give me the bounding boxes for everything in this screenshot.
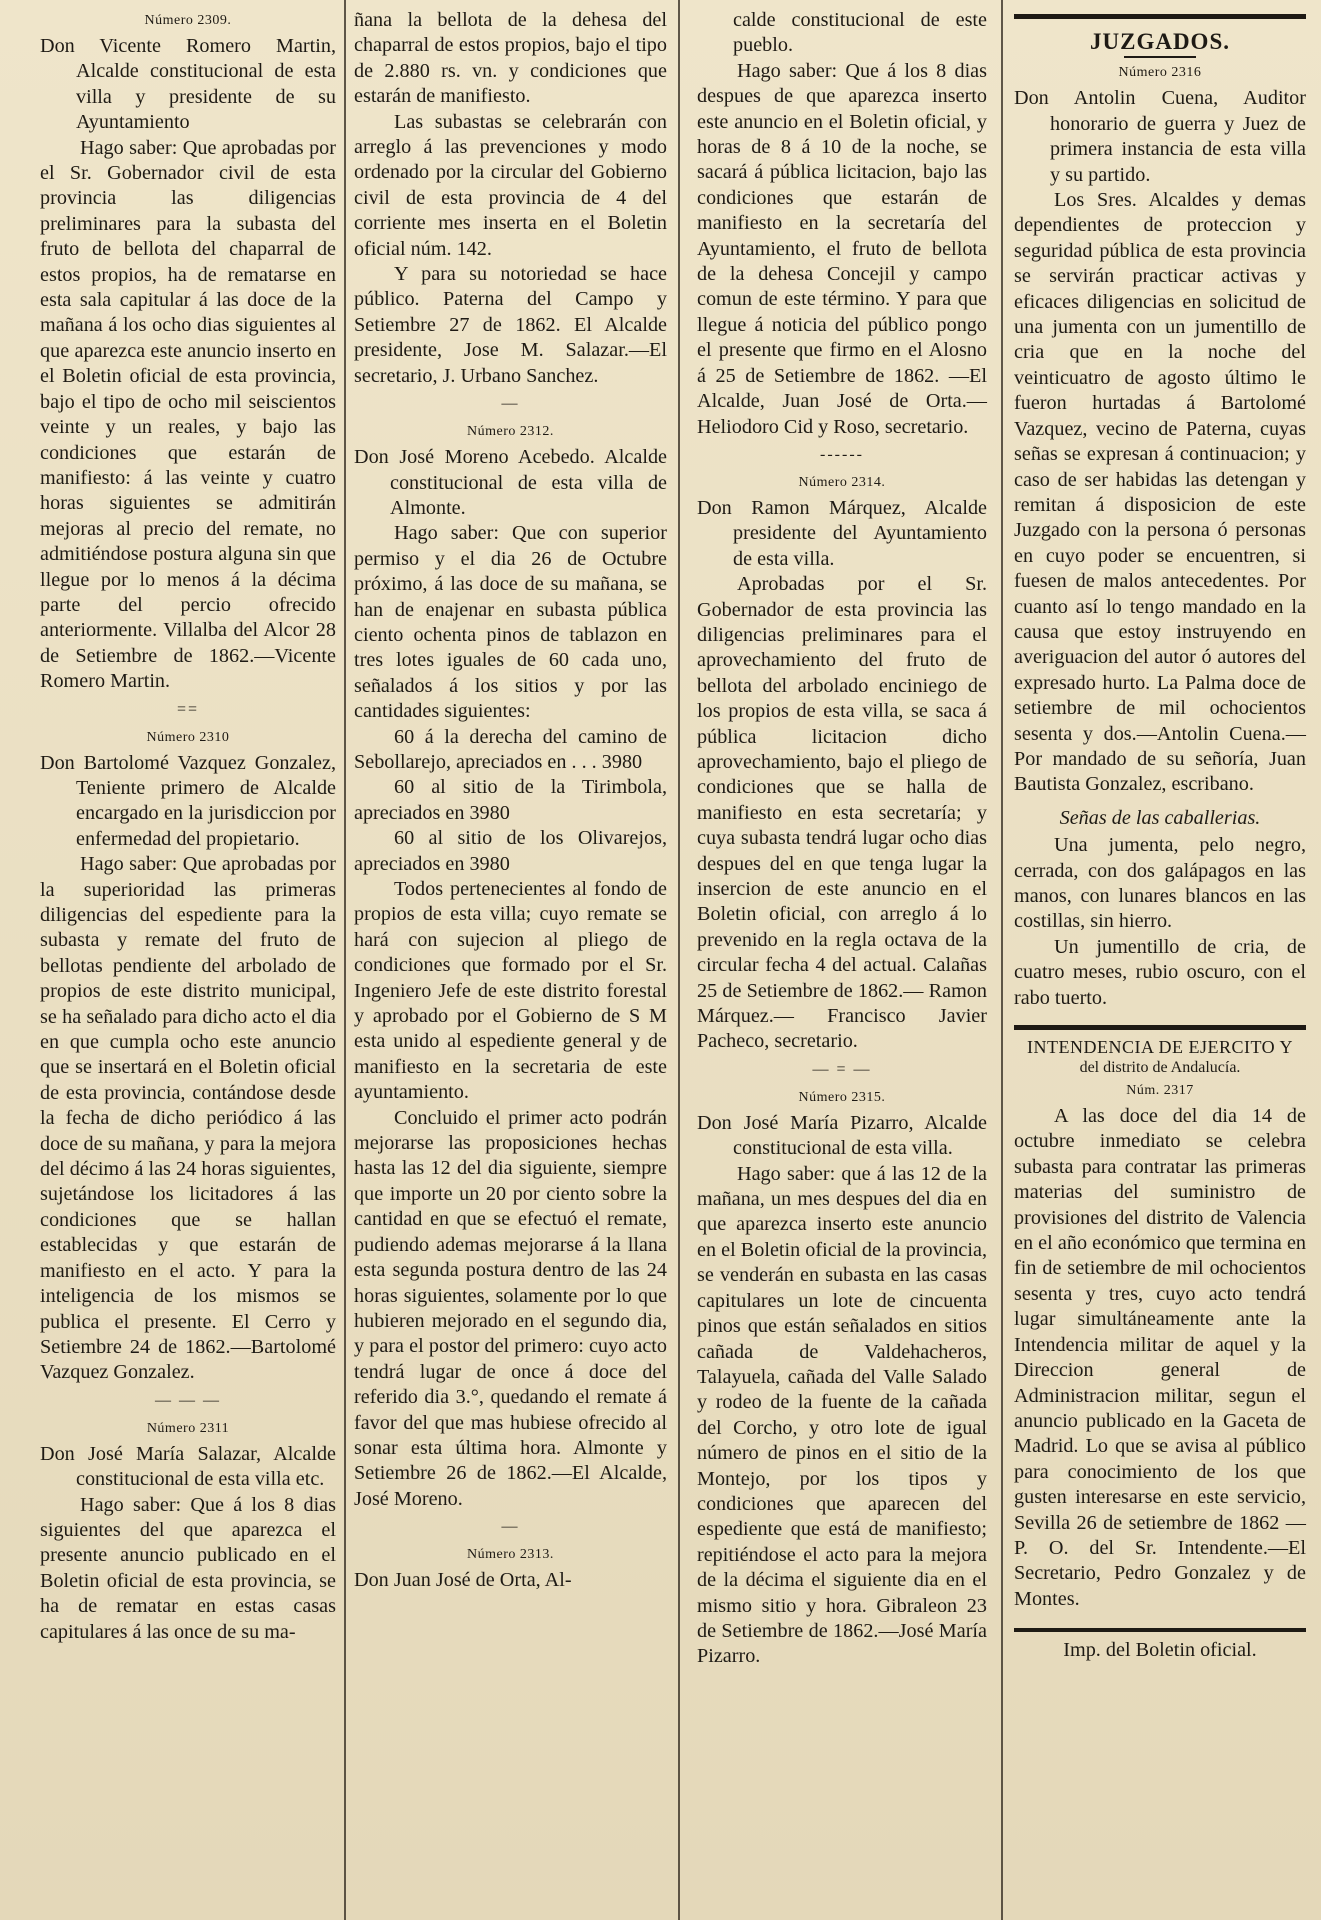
notice-number-2316: Número 2316 bbox=[1118, 65, 1202, 81]
notice-number-2309: Número 2309. bbox=[144, 13, 232, 28]
lot-2: 60 al sitio de la Tirimbola, apreciados en 3980 bbox=[354, 776, 667, 824]
notice-body-2311: Hago saber: Que á los 8 dias siguientes del que aparezca el presente anuncio publicado en el Boletin oficial de esta provincia, se ha de rematar en estas casas capitulares á las once de su ma- bbox=[40, 1493, 336, 1643]
notice-heading-2311: Don José María Salazar, Alcalde constitucional de esta villa etc. bbox=[40, 1442, 336, 1491]
senas-jumentillo: Un jumentillo de cria, de cuatro meses, rubio oscuro, con el rabo tuerto. bbox=[1014, 935, 1306, 1009]
notice-body-2316: Los Sres. Alcaldes y demas dependientes de proteccion y seguridad pública de esta provincia se servirán practicar activas y eficaces diligencias en solicitud de una jumenta con un jumentillo de cria que en la noche del veinticuatro de agosto último le fueron hurtadas á Bartolomé Vazquez, vecino de Paterna, cuyas señas se expresan á continuacion; y caso de ser habidas las detengan y remitan á disposicion de este Juzgado con la persona ó personas en cuyo poder se encuentren, si fuesen de malos antecedentes. Por cuanto así lo tengo mandado en la causa que estoy instruyendo en averiguacion del autor ó autores del expresado hurto. La Palma doce de setiembre de mil ochocientos sesenta y dos.—Antolin Cuena.—Por mandado de su señoría, Juan Bautista Gonzalez, escribano. bbox=[1014, 189, 1306, 796]
column-rule-2 bbox=[678, 0, 680, 1920]
section-title-intendencia: INTENDENCIA DE EJERCITO Y bbox=[1027, 1037, 1293, 1058]
section-subtitle-intendencia: del distrito de Andalucía. bbox=[1079, 1059, 1241, 1077]
separator: == bbox=[176, 700, 200, 718]
separator: — bbox=[501, 395, 520, 413]
notice-heading-2312: Don José Moreno Acebedo. Alcalde constitucional de esta villa de Almonte. bbox=[354, 446, 667, 519]
notice-heading-2310: Don Bartolomé Vazquez Gonzalez, Teniente primero de Alcalde encargado en la jurisdiccion por enfermedad del propietario. bbox=[40, 751, 336, 850]
notice-number-2317: Núm. 2317 bbox=[1126, 1083, 1194, 1099]
section-title-juzgados: JUZGADOS. bbox=[1090, 29, 1230, 54]
notice-heading-2314: Don Ramon Márquez, Alcalde presidente del Ayuntamiento de esta villa. bbox=[697, 496, 987, 570]
notice-number-2312: Número 2312. bbox=[467, 424, 554, 440]
section-rule-top bbox=[1014, 14, 1306, 19]
notice-number-2315: Número 2315. bbox=[798, 1089, 886, 1105]
notice-body-2315: Hago saber: que á las 12 de la mañana, un mes despues del dia en que aparezca inserto este anuncio en el Boletin oficial de la provincia, se venderán en subasta en las casas capitulares un lote de cincuenta pinos que están señalados en sitios cañada de Valdehacheros, Talayuela, cañada del Valle Salado y rodeo de la fuente de la cañada del Corcho, y otro lote de igual número de pinos en el sitio de la Montejo, por los tipos y condiciones que aparecen del espediente que está de manifiesto; repitiéndose el acto para la mejora de la décima el siguiente dia en el mismo sitio y hora. Gibraleon 23 de Setiembre de 1862.—José María Pizarro. bbox=[697, 1162, 987, 1668]
column-4 bbox=[1014, 8, 1306, 1920]
column-1 bbox=[40, 8, 336, 1920]
notice-number-2310: Número 2310 bbox=[146, 729, 230, 745]
notice-number-2314: Número 2314. bbox=[798, 474, 886, 490]
notice-body-2311-signature: Y para su notoriedad se hace público. Paterna del Campo y Setiembre 27 de 1862. El Alcalde presidente, Jose M. Salazar.—El secretario, J. Urbano Sanchez. bbox=[354, 263, 667, 387]
notice-body-2317: A las doce del dia 14 de octubre inmediato se celebra subasta para contratar las primeras materias del suministro de provisiones del distrito de Valencia en el año económico que termina en fin de setiembre de mil ochocientos sesenta y tres, cuyo acto tendrá lugar simultáneamente ante la Intendencia militar de aquel y la Direccion general de Administracion militar, segun el anuncio publicado en la Gaceta de Madrid. Lo que se avisa al público para conocimiento de los que gusten interesarse en este servicio, Sevilla 26 de setiembre de 1862 —P. O. del Sr. Intendente.—El Secretario, Pedro Gonzalez y de Montes. bbox=[1014, 1105, 1306, 1610]
separator: — bbox=[501, 1518, 520, 1536]
notice-body-2310: Hago saber: Que aprobadas por la superioridad las primeras diligencias del espediente para la subasta y remate del fruto de bellotas pendiente del arbolado de propios de este distrito municipal, se ha señalado para dicho acto el dia en que cumpla ocho este anuncio que se insertará en el Boletin oficial de esta provincia, contándose desde la fecha de dicho periódico á las doce de su mañana, y para la mejora del décimo á las 24 horas siguientes, sujetándose los licitadores á las condiciones que se hallan establecidas y que estarán de manifiesto en el acto. Y para la inteligencia de los mismos se publica el presente. El Cerro y Setiembre 24 de 1862.—Bartolomé Vazquez Gonzalez. bbox=[40, 853, 336, 1384]
notice-heading-2313-cont: calde constitucional de este pueblo. bbox=[733, 9, 987, 57]
notice-body-2312-conditions: Todos pertenecientes al fondo de propios de esta villa; cuyo remate se hará con sujecion al pliego de condiciones que formado por el Sr. Ingeniero Jefe de este distrito forestal y aprobado por el Gobierno de S M esta unido al espediente general y de manifiesto en la secretaria de este ayuntamiento. bbox=[354, 878, 667, 1104]
notice-body-2311-subastas: Las subastas se celebrarán con arreglo á las prevenciones y modo ordenado por la circular del Gobierno civil de esta provincia de 4 del corriente mes inserta en el Boletin oficial núm. 142. bbox=[354, 110, 667, 260]
senas-jumenta: Una jumenta, pelo negro, cerrada, con dos galápagos en las manos, con lunares blancos en las costillas, sin hierro. bbox=[1014, 834, 1306, 933]
notice-body-2311-cont: ñana la bellota de la dehesa del chaparral de estos propios, bajo el tipo de 2.880 rs. vn. y condiciones que estarán de manifiesto. bbox=[354, 9, 667, 108]
column-rule-1 bbox=[344, 0, 346, 1920]
lot-3: 60 al sitio de los Olivarejos, apreciados en 3980 bbox=[354, 827, 667, 875]
notice-heading-2315: Don José María Pizarro, Alcalde constitucional de esta villa. bbox=[697, 1111, 987, 1160]
notice-heading-2309: Don Vicente Romero Martin, Alcalde constitucional de esta villa y presidente de su Ayuntamiento bbox=[40, 35, 336, 134]
notice-number-2311: Número 2311 bbox=[146, 1420, 230, 1436]
senas-title: Señas de las caballerias. bbox=[1059, 806, 1261, 829]
notice-body-2314: Aprobadas por el Sr. Gobernador de esta provincia las diligencias preliminares para el aprovechamiento del fruto de bellota del arbolado enciniego de los propios de esta villa, se saca á pública licitacion dicho aprovechamiento, bajo el pliego de condiciones que se halla de manifiesto en esta secretaría; y cuya subasta tendrá lugar ocho dias despues del en que tenga lugar la insercion de este anuncio en el Boletin oficial, con arreglo á lo prevenido en la regla octava de la circular fecha 4 del actual. Calañas 25 de Setiembre de 1862.— Ramon Márquez.— Francisco Javier Pacheco, secretario. bbox=[697, 573, 987, 1053]
column-3 bbox=[697, 8, 987, 1920]
notice-body-2312-bids: Concluido el primer acto podrán mejorarse las proposiciones hechas hasta las 12 del dia siguiente, siempre que importe un 20 por ciento sobre la cantidad en que se efectuó el remate, pudiendo ademas mejorarse á la llana esta segunda postura dentro de las 24 horas siguientes, solamente por lo que hubieren mejorado en el segundo dia, y para el postor del primero: cuyo acto tendrá lugar de once á doce del referido dia 3.°, quedando el remate á favor del que mas hubiese ofrecido al sonar esta última hora. Almonte y Setiembre 26 de 1862.—El Alcalde, José Moreno. bbox=[354, 1106, 667, 1510]
section-rule-bottom bbox=[1014, 1628, 1306, 1632]
separator: — — — bbox=[155, 1391, 221, 1409]
notice-heading-2316: Don Antolin Cuena, Auditor honorario de guerra y Juez de primera instancia de esta villa y su partido. bbox=[1014, 87, 1306, 186]
notice-number-2313: Número 2313. bbox=[467, 1547, 554, 1563]
imprint: Imp. del Boletin oficial. bbox=[1063, 1639, 1257, 1662]
notice-body-2313: Hago saber: Que á los 8 dias despues de que aparezca inserto este anuncio en el Boletin oficial, y horas de 8 á 10 de la noche, se sacará á pública licitacion, bajo las condiciones que estarán de manifiesto en la secretaría del Ayuntamiento, el fruto de bellota de la dehesa Concejil y campo comun de este término. Y para que llegue á noticia del público pongo el presente que firmo en el Alosno á 25 de Setiembre de 1862. —El Alcalde, Juan José de Orta.—Heliodoro Cid y Roso, secretario. bbox=[697, 59, 987, 438]
notice-body-2312: Hago saber: Que con superior permiso y el dia 26 de Octubre próximo, á las doce de su mañana, se han de enajenar en subasta pública ciento ochenta pinos de tablazon en tres lotes iguales de 60 cada uno, señalados á los sitios y por las cantidades siguientes: bbox=[354, 522, 667, 723]
column-2 bbox=[354, 8, 667, 1920]
notice-body-2309: Hago saber: Que aprobadas por el Sr. Gobernador civil de esta provincia las diligencias preliminares para la subasta del fruto de bellota del chaparral de estos propios, ha de rematarse en esta sala capitular á las doce de la mañana á los ocho dias siguientes al que aparezca este anuncio inserto en el Boletin oficial de esta provincia, bajo el tipo de ocho mil seiscientos veinte y un reales, y bajo las condiciones que estarán de manifiesto: á las veinte y cuatro horas siguientes se admitirán mejoras al precio del remate, no admitiéndose postura alguna sin que llegue por lo menos á la décima parte del percio ofrecido anteriormente. Villalba del Alcor 28 de Setiembre de 1862.—Vicente Romero Martin. bbox=[40, 136, 336, 693]
section-rule-intendencia bbox=[1014, 1025, 1306, 1030]
separator: — = — bbox=[812, 1060, 872, 1078]
title-underline bbox=[1124, 56, 1196, 58]
notice-heading-2313: Don Juan José de Orta, Al- bbox=[354, 1569, 572, 1592]
lot-1: 60 á la derecha del camino de Sebollarejo, apreciados en . . . 3980 bbox=[354, 725, 667, 773]
separator: ------ bbox=[820, 445, 864, 463]
column-rule-3 bbox=[1001, 0, 1003, 1920]
